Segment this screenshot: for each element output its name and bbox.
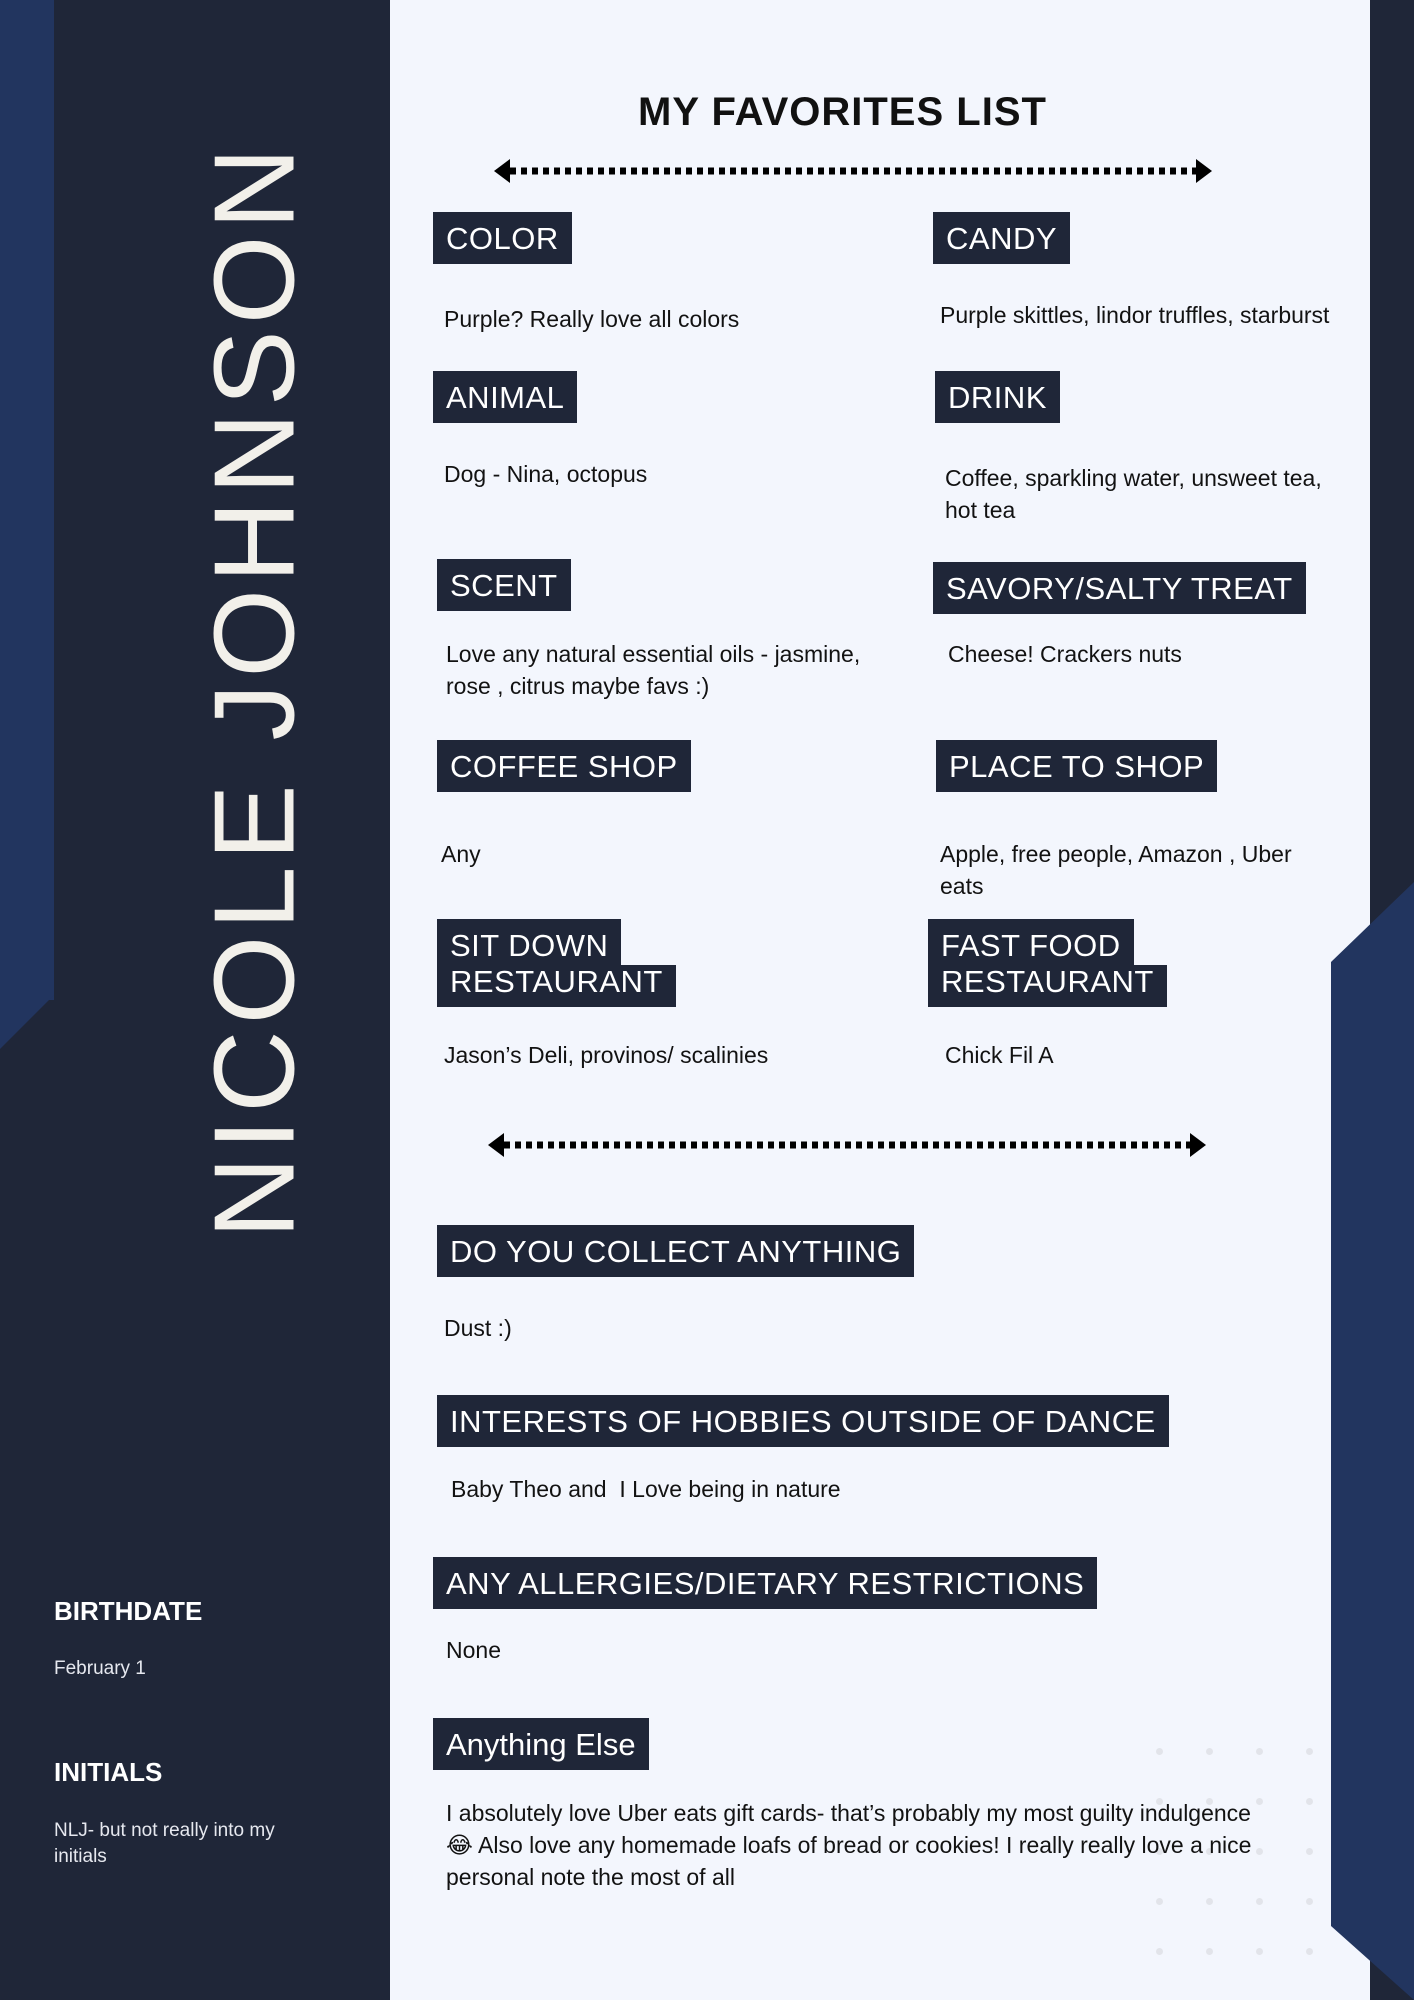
- value-interests-hobbies: Baby Theo and I Love being in nature: [451, 1476, 841, 1502]
- dot: [1256, 1748, 1263, 1755]
- value-sit-down-restaurant: Jason’s Deli, provinos/ scalinies: [444, 1042, 769, 1068]
- label-interests-hobbies: INTERESTS OF HOBBIES OUTSIDE OF DANCE: [437, 1395, 1169, 1447]
- label-color: COLOR: [433, 212, 572, 264]
- value-candy: Purple skittles, lindor truffles, starburst: [940, 302, 1330, 328]
- label-sit-down-line-2: RESTAURANT: [437, 965, 676, 1007]
- dot: [1156, 1898, 1163, 1905]
- label-collect-anything: DO YOU COLLECT ANYTHING: [437, 1225, 914, 1277]
- left-accent-corner: [0, 995, 54, 1049]
- label-fast-food-line-2: RESTAURANT: [928, 965, 1167, 1007]
- right-accent-shape: [1331, 882, 1414, 2000]
- label-sit-down-restaurant: [437, 919, 676, 1007]
- value-allergies-dietary: None: [446, 1637, 501, 1663]
- label-savory-salty-treat: SAVORY/SALTY TREAT: [933, 562, 1306, 614]
- dot: [1306, 1848, 1313, 1855]
- value-color: Purple? Really love all colors: [444, 306, 740, 332]
- value-collect-anything: Dust :): [444, 1315, 512, 1341]
- dot: [1206, 1898, 1213, 1905]
- label-candy: CANDY: [933, 212, 1070, 264]
- label-anything-else: Anything Else: [433, 1718, 649, 1770]
- double-arrow-icon: [488, 1131, 1206, 1159]
- initials-label: INITIALS: [54, 1757, 163, 1787]
- label-fast-food-restaurant: [928, 919, 1167, 1007]
- dot: [1156, 1748, 1163, 1755]
- initials-value: NLJ- but not really into my initials: [54, 1820, 275, 1867]
- dot: [1306, 1898, 1313, 1905]
- value-coffee-shop: Any: [441, 841, 481, 867]
- double-arrow-divider: [494, 157, 1212, 185]
- dot: [1306, 1798, 1313, 1805]
- value-scent: Love any natural essential oils - jasmine, rose , citrus maybe favs :): [446, 641, 861, 699]
- dot: [1206, 1748, 1213, 1755]
- dot: [1206, 1948, 1213, 1955]
- label-allergies-dietary: ANY ALLERGIES/DIETARY RESTRICTIONS: [433, 1557, 1097, 1609]
- label-drink: DRINK: [935, 371, 1060, 423]
- label-animal: ANIMAL: [433, 371, 577, 423]
- label-fast-food-line-1: FAST FOOD: [928, 919, 1134, 965]
- birthdate-label: BIRTHDATE: [54, 1596, 203, 1626]
- page-title: MY FAVORITES LIST: [638, 90, 1047, 134]
- value-fast-food-restaurant: Chick Fil A: [945, 1042, 1054, 1068]
- value-drink: Coffee, sparkling water, unsweet tea, hot tea: [945, 465, 1322, 523]
- double-arrow-icon: [494, 157, 1212, 185]
- dot: [1306, 1948, 1313, 1955]
- dot: [1156, 1948, 1163, 1955]
- double-arrow-divider: [488, 1131, 1206, 1159]
- label-scent: SCENT: [437, 559, 571, 611]
- birthdate-value: February 1: [54, 1658, 146, 1679]
- label-coffee-shop: COFFEE SHOP: [437, 740, 691, 792]
- value-anything-else: I absolutely love Uber eats gift cards- that’s probably my most guilty indulgence 😂 Also love any homemade loafs of bread or cookies! I really really love a nice personal note the most of all: [446, 1800, 1252, 1890]
- dot: [1256, 1948, 1263, 1955]
- value-place-to-shop: Apple, free people, Amazon , Uber eats: [940, 841, 1292, 899]
- dot: [1256, 1898, 1263, 1905]
- dot: [1306, 1748, 1313, 1755]
- value-savory-salty-treat: Cheese! Crackers nuts: [948, 641, 1182, 667]
- label-sit-down-line-1: SIT DOWN: [437, 919, 621, 965]
- person-name: NICOLE JOHNSON: [191, 141, 319, 1239]
- value-animal: Dog - Nina, octopus: [444, 461, 648, 487]
- label-place-to-shop: PLACE TO SHOP: [936, 740, 1217, 792]
- left-accent-strip: [0, 0, 54, 1000]
